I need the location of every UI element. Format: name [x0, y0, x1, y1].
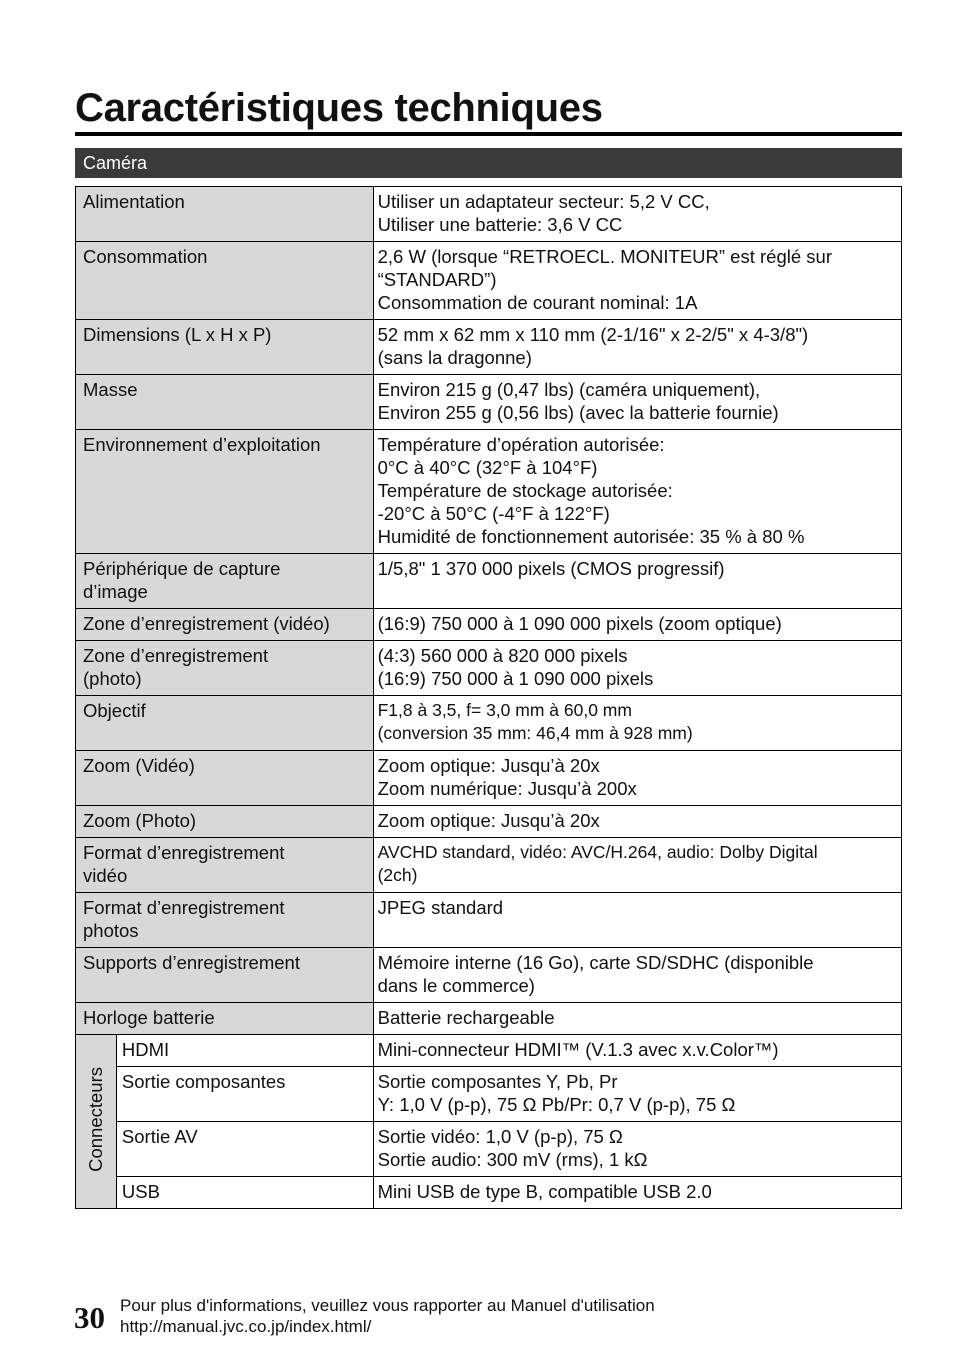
- spec-table: [75, 186, 902, 1209]
- cell-line: Zoom numérique: Jusqu’à 200x: [377, 778, 637, 799]
- spec-label: [76, 948, 374, 1003]
- connector-value: [373, 1067, 901, 1122]
- spec-value: [373, 641, 901, 696]
- cell-line: JPEG standard: [377, 897, 504, 918]
- spec-row: [76, 242, 902, 320]
- connector-value: [373, 1035, 901, 1067]
- spec-value: [373, 242, 901, 320]
- cell-line: Périphérique de capture: [83, 558, 281, 579]
- cell-text: Zoom (Photo): [83, 810, 197, 831]
- connector-label: [116, 1122, 373, 1177]
- connector-label: [116, 1177, 373, 1209]
- connector-row: [76, 1067, 902, 1122]
- cell-line: Consommation de courant nominal: 1A: [377, 292, 698, 313]
- cell-text: Dimensions (L x H x P): [83, 324, 272, 345]
- cell-line: Environ 255 g (0,56 lbs) (avec la batterie fournie): [377, 402, 779, 423]
- cell-text: Zoom (Vidéo): [83, 755, 195, 776]
- cell-line: 52 mm x 62 mm x 110 mm (2-1/16" x 2-2/5" x 4-3/8"): [377, 324, 809, 345]
- spec-value: [373, 696, 901, 751]
- spec-label: [76, 751, 374, 806]
- spec-row: [76, 375, 902, 430]
- spec-row: [76, 609, 902, 641]
- connector-value: [373, 1122, 901, 1177]
- cell-text: Sortie composantes: [121, 1071, 286, 1092]
- cell-line: Environ 215 g (0,47 lbs) (caméra uniquement),: [377, 379, 761, 400]
- spec-value: [373, 609, 901, 641]
- footer-note: [120, 1295, 655, 1337]
- cell-text: Objectif: [83, 700, 146, 721]
- cell-text: Masse: [83, 379, 138, 400]
- cell-line: (16:9) 750 000 à 1 090 000 pixels (zoom optique): [377, 613, 782, 634]
- cell-text: Environnement d’exploitation: [83, 434, 321, 455]
- connectors-label-text: Connecteurs: [84, 1066, 106, 1172]
- spec-row: [76, 1003, 902, 1035]
- connector-label: [116, 1035, 373, 1067]
- spec-row: [76, 554, 902, 609]
- spec-value: [373, 893, 901, 948]
- spec-value: [373, 375, 901, 430]
- spec-value: [373, 1003, 901, 1035]
- cell-line: 1/5,8" 1 370 000 pixels (CMOS progressif): [377, 558, 725, 579]
- cell-text: Zone d’enregistrement (vidéo): [83, 613, 330, 634]
- cell-line: Zone d’enregistrement: [83, 645, 269, 666]
- cell-line: (sans la dragonne): [377, 347, 532, 368]
- spec-label: [76, 1003, 374, 1035]
- cell-line: Sortie vidéo: 1,0 V (p-p), 75 Ω: [377, 1126, 623, 1147]
- title-underline: [75, 132, 902, 136]
- spec-value: [373, 806, 901, 838]
- cell-line: -20°C à 50°C (-4°F à 122°F): [377, 503, 610, 524]
- spec-value: [373, 320, 901, 375]
- cell-line: Température d’opération autorisée:: [377, 434, 665, 455]
- cell-line: Zoom optique: Jusqu’à 20x: [377, 810, 600, 831]
- cell-line: Batterie rechargeable: [377, 1007, 555, 1028]
- cell-line: vidéo: [83, 865, 128, 886]
- cell-line: 0°C à 40°C (32°F à 104°F): [377, 457, 598, 478]
- cell-line: Utiliser un adaptateur secteur: 5,2 V CC,: [377, 191, 710, 212]
- cell-line: (photo): [83, 668, 142, 689]
- cell-line: Format d’enregistrement: [83, 897, 285, 918]
- spec-row: [76, 838, 902, 893]
- spec-label: [76, 430, 374, 554]
- page-title: Caractéristiques techniques: [75, 86, 603, 130]
- cell-line: (16:9) 750 000 à 1 090 000 pixels: [377, 668, 654, 689]
- spec-label: [76, 806, 374, 838]
- spec-row: [76, 641, 902, 696]
- spec-label: [76, 838, 374, 893]
- cell-line: (2ch): [377, 865, 418, 885]
- cell-line: Sortie composantes Y, Pb, Pr: [377, 1071, 618, 1092]
- cell-line: photos: [83, 920, 139, 941]
- connector-row: [76, 1122, 902, 1177]
- spec-label: [76, 609, 374, 641]
- cell-line: Mini USB de type B, compatible USB 2.0: [377, 1181, 712, 1202]
- cell-line: (conversion 35 mm: 46,4 mm à 928 mm): [377, 723, 693, 743]
- spec-row: [76, 806, 902, 838]
- cell-line: d’image: [83, 581, 148, 602]
- spec-value: [373, 430, 901, 554]
- cell-text: HDMI: [121, 1039, 170, 1060]
- connector-row: [76, 1035, 902, 1067]
- cell-text: Supports d’enregistrement: [83, 952, 300, 973]
- cell-line: Y: 1,0 V (p-p), 75 Ω Pb/Pr: 0,7 V (p-p), 75 Ω: [377, 1094, 736, 1115]
- spec-row: [76, 320, 902, 375]
- spec-value: [373, 554, 901, 609]
- cell-line: (4:3) 560 000 à 820 000 pixels: [377, 645, 628, 666]
- cell-line: AVCHD standard, vidéo: AVC/H.264, audio: Dolby Digital: [377, 842, 818, 862]
- footer-url: http://manual.jvc.co.jp/index.html/: [120, 1317, 372, 1336]
- spec-row: [76, 430, 902, 554]
- section-header: Caméra: [75, 148, 902, 178]
- spec-label: [76, 893, 374, 948]
- spec-value: [373, 751, 901, 806]
- spec-label: [76, 187, 374, 242]
- spec-row: [76, 751, 902, 806]
- connector-label: [116, 1067, 373, 1122]
- spec-label: [76, 375, 374, 430]
- cell-text: Horloge batterie: [83, 1007, 215, 1028]
- spec-label: [76, 242, 374, 320]
- spec-value: [373, 948, 901, 1003]
- connectors-group-label: [76, 1035, 117, 1209]
- cell-line: Mémoire interne (16 Go), carte SD/SDHC (disponible: [377, 952, 814, 973]
- cell-line: Mini-connecteur HDMI™ (V.1.3 avec x.v.Color™): [377, 1039, 779, 1060]
- cell-line: Humidité de fonctionnement autorisée: 35 % à 80 %: [377, 526, 805, 547]
- spec-label: [76, 696, 374, 751]
- cell-line: 2,6 W (lorsque “RETROECL. MONITEUR” est réglé sur: [377, 246, 832, 267]
- cell-line: Zoom optique: Jusqu’à 20x: [377, 755, 600, 776]
- spec-row: [76, 893, 902, 948]
- spec-row: [76, 187, 902, 242]
- spec-label: [76, 641, 374, 696]
- connector-row: [76, 1177, 902, 1209]
- footer-note-text: Pour plus d'informations, veuillez vous rapporter au Manuel d'utilisation: [120, 1296, 655, 1315]
- cell-text: Consommation: [83, 246, 208, 267]
- cell-line: Sortie audio: 300 mV (rms), 1 kΩ: [377, 1149, 648, 1170]
- cell-line: Format d’enregistrement: [83, 842, 285, 863]
- cell-line: F1,8 à 3,5, f= 3,0 mm à 60,0 mm: [377, 700, 632, 720]
- spec-label: [76, 554, 374, 609]
- spec-value: [373, 187, 901, 242]
- spec-row: [76, 948, 902, 1003]
- cell-text: Alimentation: [83, 191, 185, 212]
- cell-line: “STANDARD”): [377, 269, 497, 290]
- cell-text: USB: [121, 1181, 160, 1202]
- cell-line: Température de stockage autorisée:: [377, 480, 673, 501]
- page-number: 30: [74, 1300, 105, 1335]
- cell-text: Sortie AV: [121, 1126, 198, 1147]
- spec-row: [76, 696, 902, 751]
- cell-line: dans le commerce): [377, 975, 535, 996]
- connector-value: [373, 1177, 901, 1209]
- spec-label: [76, 320, 374, 375]
- cell-line: Utiliser une batterie: 3,6 V CC: [377, 214, 623, 235]
- spec-value: [373, 838, 901, 893]
